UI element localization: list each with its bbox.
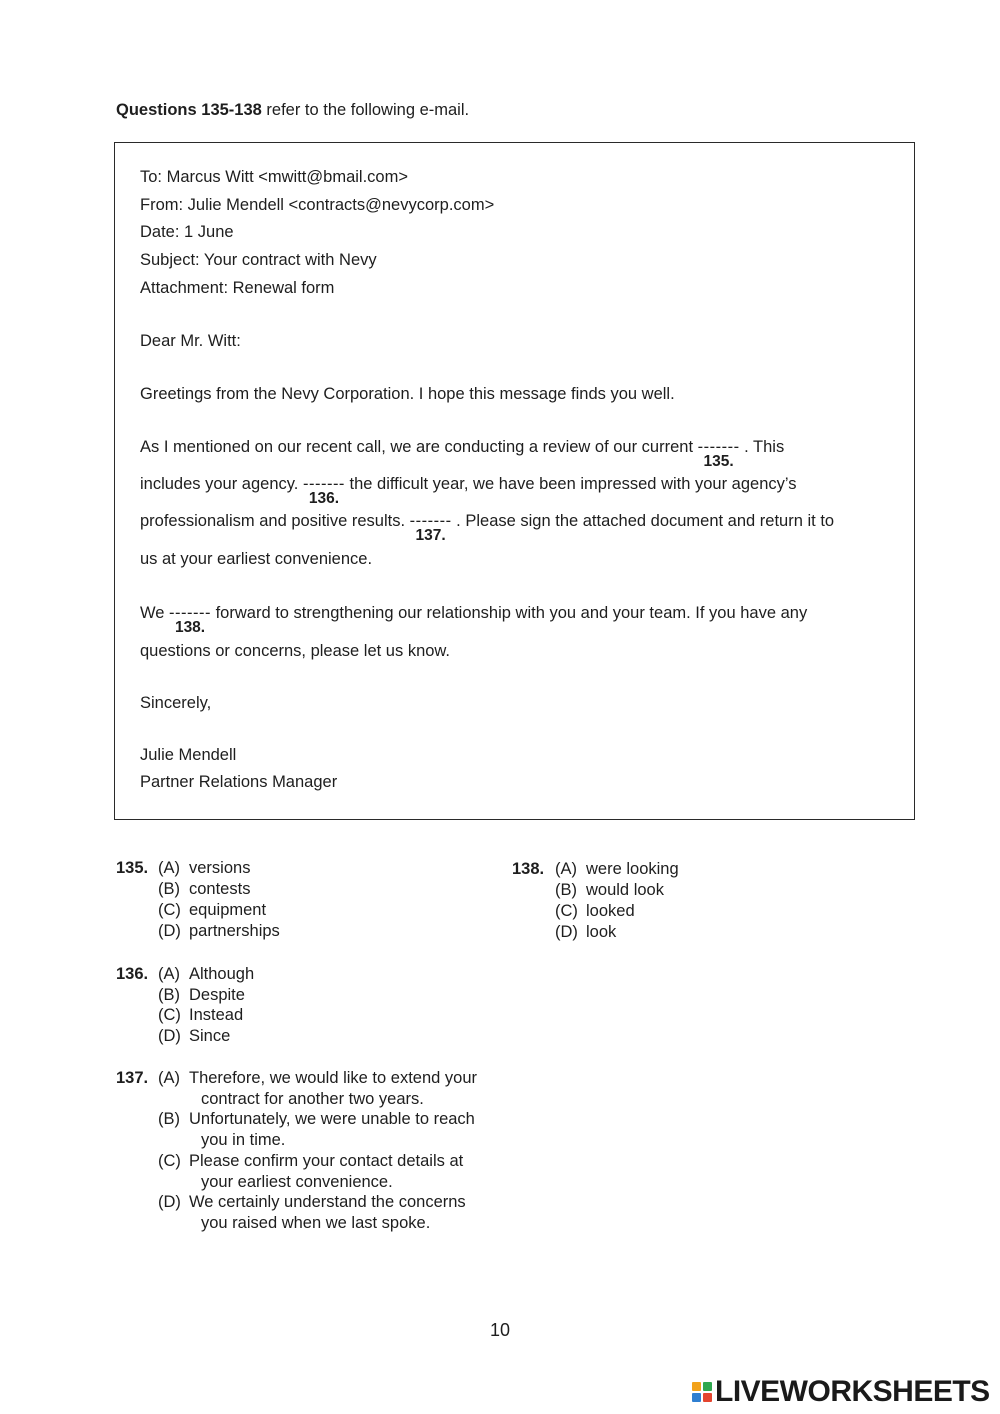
option-d[interactable] — [158, 1027, 230, 1046]
option-letter: (C) — [158, 1152, 181, 1170]
question-number: 137. — [116, 1069, 149, 1087]
text-span: forward to strengthening our relationship with you and your team. If you have any — [211, 604, 808, 622]
email-subject: Subject: Your contract with Nevy — [140, 251, 377, 269]
option-text: Therefore, we would like to extend your — [189, 1069, 477, 1087]
email-paragraph-line: us at your earliest convenience. — [140, 550, 373, 568]
option-c[interactable] — [158, 1006, 243, 1025]
email-paragraph-line: questions or concerns, please let us know. — [140, 642, 451, 660]
email-from: From: Julie Mendell <contracts@nevycorp.com> — [140, 196, 495, 214]
option-text: equipment — [189, 901, 267, 919]
option-b[interactable] — [158, 880, 250, 899]
text-span: the difficult year, we have been impressed with your agency’s — [344, 475, 797, 493]
option-text-continued: you raised when we last spoke. — [201, 1214, 431, 1232]
option-letter: (A) — [158, 1069, 180, 1087]
liveworksheets-logo[interactable] — [692, 1376, 990, 1408]
logo-mark-icon — [692, 1382, 712, 1402]
option-letter: (B) — [158, 1110, 180, 1128]
option-text: Unfortunately, we were unable to reach — [189, 1110, 475, 1128]
option-letter: (C) — [555, 902, 578, 920]
option-b[interactable] — [158, 1110, 475, 1129]
blank-dashes: ------- — [409, 512, 452, 530]
text-span: . Please sign the attached document and return it to — [451, 512, 835, 530]
option-text: Although — [189, 965, 255, 983]
intro-text: refer to the following e-mail. — [261, 101, 470, 119]
option-text: Since — [189, 1027, 231, 1045]
blank-dashes: ------- — [169, 604, 212, 622]
signature-title: Partner Relations Manager — [140, 773, 338, 791]
option-text: contests — [189, 880, 251, 898]
signature-name: Julie Mendell — [140, 746, 237, 764]
option-letter: (C) — [158, 901, 181, 919]
option-b[interactable] — [158, 986, 245, 1005]
option-letter: (D) — [158, 1027, 181, 1045]
text-span: As I mentioned on our recent call, we are conducting a review of our current — [140, 438, 698, 456]
option-d[interactable] — [555, 923, 616, 942]
blank-138[interactable] — [169, 604, 212, 636]
email-attachment: Attachment: Renewal form — [140, 279, 335, 297]
option-letter: (C) — [158, 1006, 181, 1024]
option-text: Please confirm your contact details at — [189, 1152, 464, 1170]
blank-number: 136. — [308, 490, 340, 507]
email-date: Date: 1 June — [140, 223, 234, 241]
blank-number: 138. — [174, 619, 206, 636]
blank-number: 135. — [703, 453, 734, 470]
page-number: 10 — [489, 1320, 511, 1340]
option-text-continued: your earliest convenience. — [201, 1173, 393, 1191]
option-c[interactable] — [158, 901, 266, 920]
option-letter: (D) — [158, 922, 181, 940]
option-text: Despite — [189, 986, 245, 1004]
option-text: partnerships — [189, 922, 280, 940]
option-text: Instead — [189, 1006, 244, 1024]
option-a[interactable] — [158, 1069, 477, 1088]
option-letter: (B) — [158, 880, 180, 898]
text-span: includes your agency. — [140, 475, 303, 493]
blank-137[interactable] — [409, 512, 452, 544]
section-intro — [116, 101, 469, 120]
option-letter: (D) — [158, 1193, 181, 1211]
option-letter: (B) — [158, 986, 180, 1004]
option-letter: (A) — [158, 859, 180, 877]
option-text: looked — [586, 902, 635, 920]
email-paragraph-line — [140, 512, 835, 544]
option-text: would look — [586, 881, 664, 899]
text-span: . This — [739, 438, 785, 456]
option-d[interactable] — [158, 922, 280, 941]
question-number: 136. — [116, 965, 149, 983]
option-b[interactable] — [555, 881, 664, 900]
option-c[interactable] — [555, 902, 635, 921]
blank-number: 137. — [415, 527, 446, 544]
option-a[interactable] — [555, 860, 679, 879]
logo-square — [703, 1393, 712, 1402]
text-span: We — [140, 604, 170, 622]
option-a[interactable] — [158, 965, 254, 984]
option-letter: (A) — [158, 965, 180, 983]
question-number: 135. — [116, 859, 149, 877]
option-text: versions — [189, 859, 251, 877]
option-text-continued: you in time. — [201, 1131, 286, 1149]
logo-square — [692, 1382, 701, 1391]
email-closing: Sincerely, — [140, 694, 212, 712]
blank-dashes: ------- — [697, 438, 740, 456]
email-to: To: Marcus Witt <mwitt@bmail.com> — [140, 168, 408, 186]
option-letter: (A) — [555, 860, 577, 878]
question-number: 138. — [512, 860, 545, 878]
text-span: professionalism and positive results. — [140, 512, 410, 530]
email-paragraph-line — [140, 475, 797, 507]
email-paragraph-line — [140, 438, 785, 470]
option-a[interactable] — [158, 859, 250, 878]
intro-question-range: Questions 135-138 — [116, 101, 262, 119]
option-letter: (D) — [555, 923, 578, 941]
email-paragraph-line — [140, 604, 808, 636]
option-text-continued: contract for another two years. — [201, 1090, 424, 1108]
blank-136[interactable] — [302, 475, 345, 507]
email-salutation: Dear Mr. Witt: — [140, 332, 241, 350]
option-letter: (B) — [555, 881, 577, 899]
logo-text: LIVEWORKSHEETS — [715, 1375, 990, 1408]
option-text: We certainly understand the concerns — [189, 1193, 466, 1211]
blank-135[interactable] — [697, 438, 740, 470]
logo-square — [692, 1393, 701, 1402]
option-d[interactable] — [158, 1193, 466, 1212]
option-text: look — [586, 923, 617, 941]
option-c[interactable] — [158, 1152, 463, 1171]
email-greeting: Greetings from the Nevy Corporation. I hope this message finds you well. — [140, 385, 675, 403]
logo-square — [703, 1382, 712, 1391]
option-text: were looking — [586, 860, 679, 878]
blank-dashes: ------- — [302, 475, 345, 493]
